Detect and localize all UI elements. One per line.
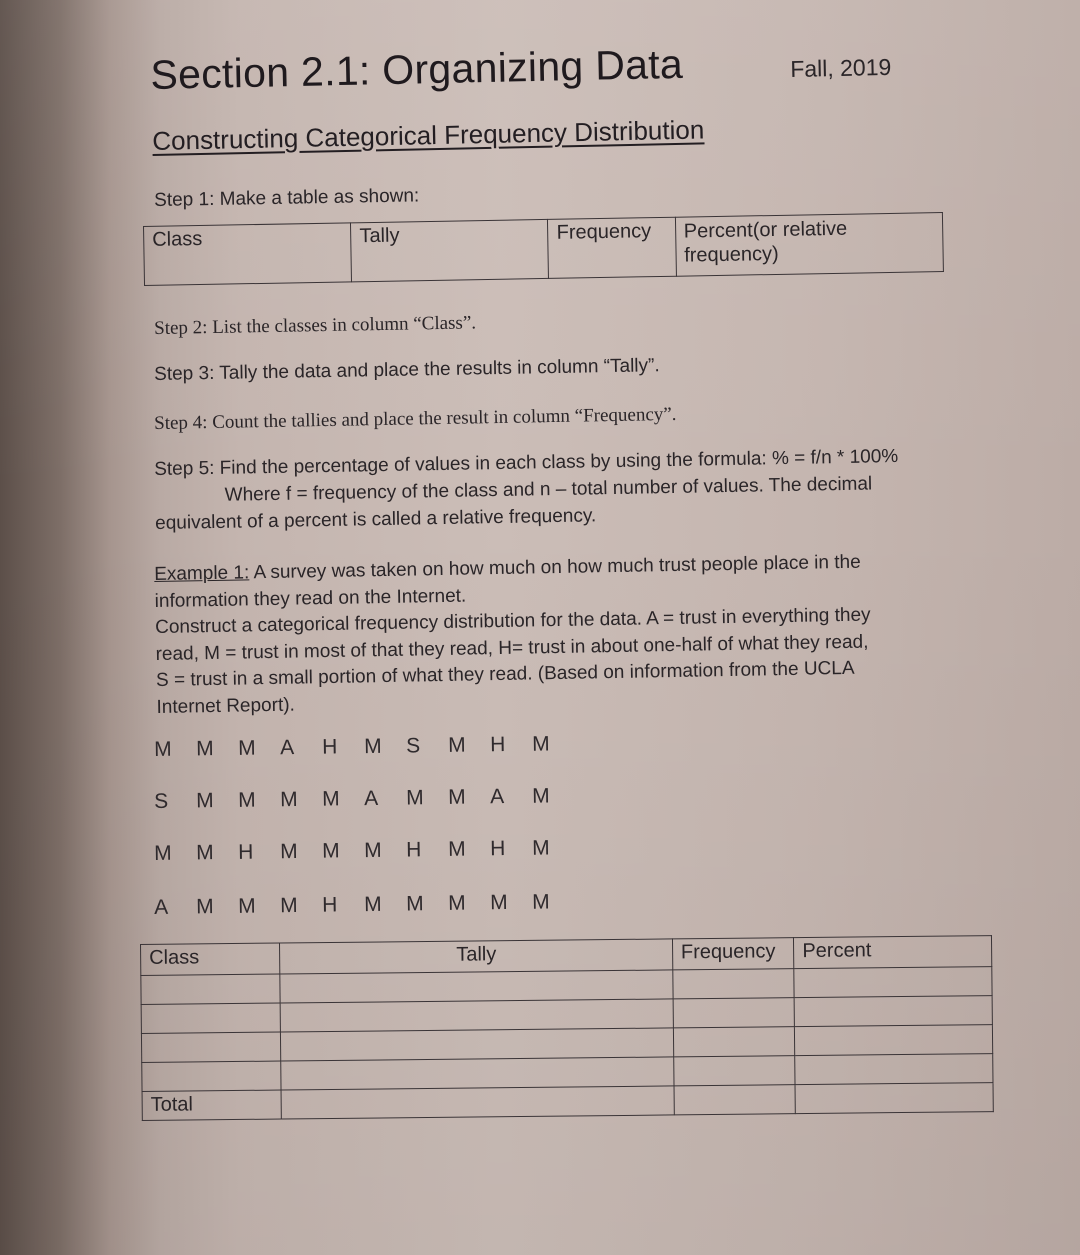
data-value: M: [237, 736, 256, 760]
answer-header-frequency: Frequency: [672, 938, 794, 970]
data-value: M: [531, 836, 550, 860]
template-header-tally: Tally: [351, 219, 549, 281]
answer-cell[interactable]: [674, 1085, 796, 1115]
answer-header-percent: Percent: [794, 936, 992, 969]
data-value: S: [154, 789, 169, 813]
answer-cell[interactable]: [795, 1054, 993, 1085]
step-5-line-3: equivalent of a percent is called a relative frequency.: [154, 505, 597, 534]
example-1-label: Example 1:: [154, 562, 250, 585]
example-1-line-6: Internet Report).: [156, 694, 296, 718]
data-value: A: [154, 895, 169, 919]
data-value: M: [447, 837, 466, 861]
answer-cell[interactable]: [795, 1025, 993, 1056]
term-date: Fall, 2019: [790, 53, 892, 82]
data-value: S: [405, 734, 421, 758]
data-value: M: [154, 737, 172, 761]
template-header-percent: Percent(or relative frequency): [675, 213, 943, 277]
data-value: A: [489, 785, 505, 809]
data-value: H: [489, 837, 506, 861]
data-value: M: [237, 894, 256, 918]
answer-cell[interactable]: [795, 1083, 993, 1114]
template-table: [143, 212, 944, 286]
data-value: M: [321, 839, 340, 863]
data-value: M: [195, 895, 214, 919]
answer-cell[interactable]: [673, 998, 795, 1028]
data-row-2: [154, 784, 574, 814]
answer-cell[interactable]: [674, 1056, 796, 1086]
data-value: H: [489, 733, 506, 757]
template-header-frequency: Frequency: [548, 217, 676, 278]
data-value: H: [321, 893, 338, 917]
answer-cell[interactable]: [281, 1057, 674, 1090]
answer-cell[interactable]: [673, 969, 795, 999]
answer-cell[interactable]: [142, 1061, 282, 1091]
data-row-3: [154, 836, 574, 866]
template-table-header-row: [144, 213, 944, 286]
data-value: M: [489, 891, 508, 915]
example-1-line-4: read, M = trust in most of that they read, H= trust in about one-half of what they read,: [155, 631, 869, 665]
data-value: H: [321, 735, 338, 759]
data-value: M: [447, 733, 466, 757]
page-title: Section 2.1: Organizing Data: [150, 40, 684, 98]
data-value: M: [447, 785, 466, 809]
data-row-1: [154, 732, 574, 762]
data-value: M: [321, 787, 340, 811]
data-value: M: [531, 890, 550, 914]
answer-header-class: Class: [141, 943, 281, 975]
data-value: M: [447, 891, 466, 915]
example-1-line-2: information they read on the Internet.: [154, 585, 467, 612]
data-value: M: [363, 838, 382, 863]
data-value: M: [405, 786, 424, 810]
answer-cell[interactable]: [141, 1003, 281, 1033]
data-value: M: [363, 892, 382, 917]
example-1-intro: A survey was taken on how much on how much trust people place in the: [249, 551, 861, 584]
step-1-text: Step 1: Make a table as shown:: [154, 185, 420, 211]
data-value: M: [237, 788, 256, 812]
step-5-line-1: Step 5: Find the percentage of values in each class by using the formula: % = f/n * 100%: [154, 446, 899, 480]
data-value: H: [405, 838, 422, 862]
answer-cell[interactable]: [282, 1086, 675, 1119]
answer-table: [140, 935, 994, 1121]
data-value: M: [531, 732, 550, 756]
answer-cell[interactable]: [141, 1032, 281, 1062]
answer-cell[interactable]: [141, 974, 281, 1004]
data-value: M: [405, 892, 424, 916]
answer-cell[interactable]: [280, 970, 673, 1003]
data-value: M: [195, 737, 214, 761]
data-value: A: [279, 736, 295, 760]
data-value: M: [154, 841, 172, 865]
step-4-text: Step 4: Count the tallies and place the result in column “Frequency”.: [154, 403, 677, 434]
data-value: A: [363, 786, 379, 811]
data-value: M: [363, 734, 382, 759]
step-2-text: Step 2: List the classes in column “Class”.: [154, 312, 477, 339]
section-subtitle: Constructing Categorical Frequency Distribution: [152, 114, 705, 156]
answer-cell[interactable]: [673, 1027, 795, 1057]
answer-cell[interactable]: [281, 999, 674, 1032]
data-value: M: [279, 787, 298, 812]
answer-cell[interactable]: [794, 967, 992, 998]
step-5-block: [154, 442, 955, 537]
example-1-block: [154, 548, 957, 721]
example-1-line-3: Construct a categorical frequency distribution for the data. A = trust in everything they: [154, 604, 871, 638]
data-value: M: [279, 893, 298, 918]
step-5-line-2: Where f = frequency of the class and n – total number of values. The decimal: [224, 473, 873, 506]
data-row-4: [154, 890, 574, 920]
example-1-line-5: S = trust in a small portion of what they read. (Based on information from the UCLA: [155, 657, 855, 691]
data-value: M: [279, 839, 298, 864]
data-value: H: [237, 840, 254, 864]
template-header-class: Class: [144, 223, 352, 286]
answer-cell[interactable]: [281, 1028, 674, 1061]
answer-cell[interactable]: [794, 996, 992, 1027]
answer-header-tally: Tally: [280, 939, 673, 974]
answer-total-label: Total: [142, 1090, 282, 1120]
data-value: M: [195, 789, 214, 813]
step-3-text: Step 3: Tally the data and place the results in column “Tally”.: [154, 355, 660, 385]
data-value: M: [531, 784, 550, 808]
data-value: M: [195, 841, 214, 865]
